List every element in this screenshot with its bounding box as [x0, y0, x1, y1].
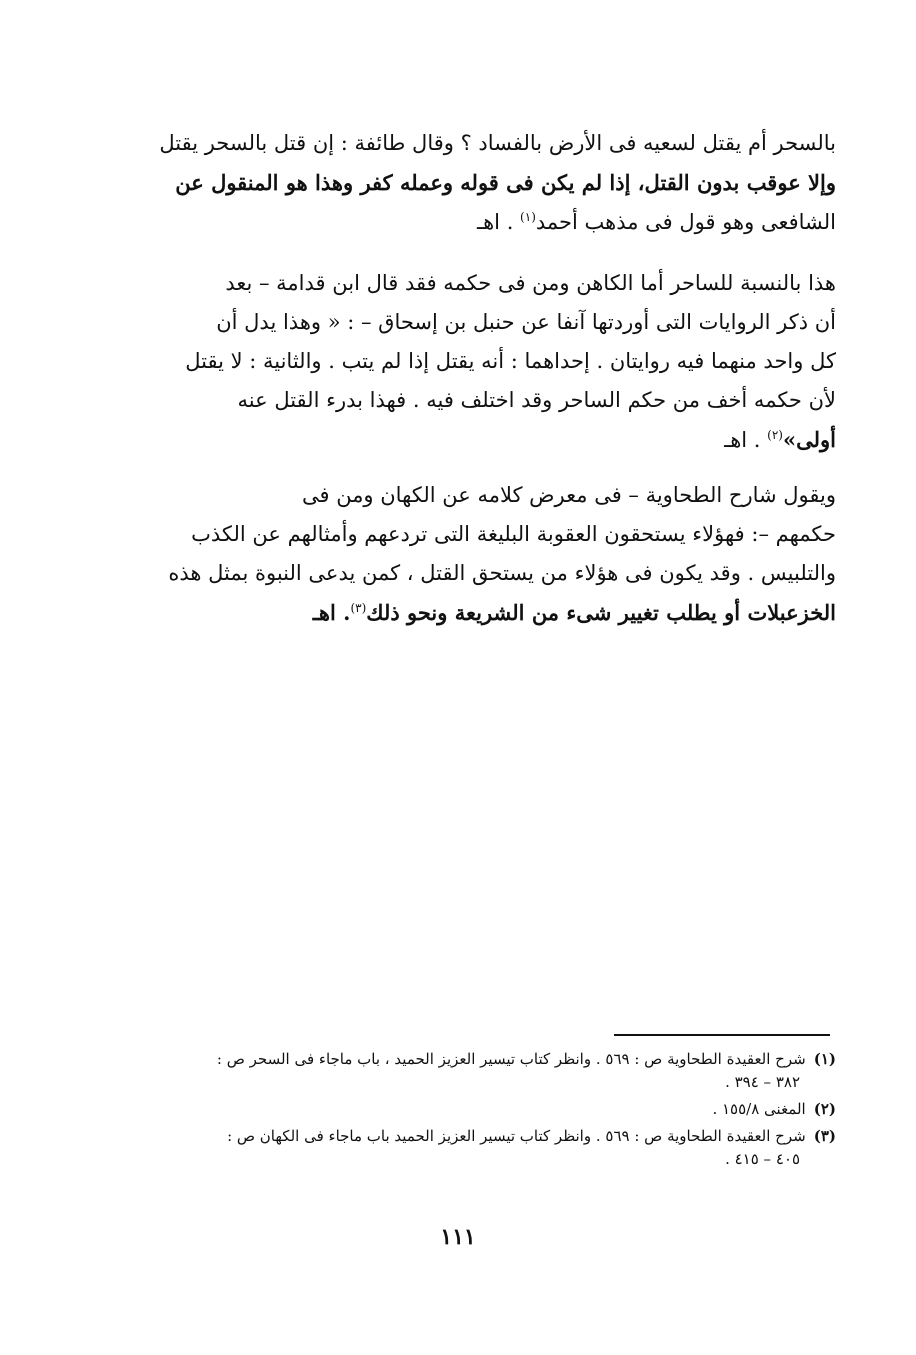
paragraph-sorcerer-ruling	[132, 124, 836, 242]
text-line: أن ذكر الروايات التى أوردتها آنفا عن حنبل بن إسحاق – : « وهذا يدل أن	[216, 310, 836, 334]
footnote-number: (٢)	[813, 1100, 836, 1118]
footnote	[132, 1098, 836, 1121]
text-line: حكمهم –: فهؤلاء يستحقون العقوبة البليغة التى تردعهم وأمثالهم عن الكذب	[191, 522, 836, 546]
paragraph-end: . اهـ	[724, 428, 768, 452]
footnote-text: شرح العقيدة الطحاوية ص : ٥٦٩ . وانظر كتاب تيسير العزيز الحميد باب ماجاء فى الكهان ص :	[227, 1127, 806, 1145]
text-line: هذا بالنسبة للساحر أما الكاهن ومن فى حكمه فقد قال ابن قدامة – بعد	[225, 271, 836, 295]
paragraph-end: . اهـ	[312, 600, 351, 625]
text-line: الشافعى وهو قول فى مذهب أحمد	[535, 210, 836, 234]
footnote-text: المغنى ١٥٥/٨ .	[712, 1100, 806, 1118]
text-line: الخزعبلات أو يطلب تغيير شىء من الشريعة ونحو ذلك	[366, 600, 836, 625]
text-line: ويقول شارح الطحاوية – فى معرض كلامه عن الكهان ومن فى	[301, 483, 836, 507]
footnote-separator	[614, 1034, 830, 1036]
page-number: ١١١	[440, 1224, 476, 1250]
footnote-continuation: ٤٠٥ – ٤١٥ .	[725, 1150, 800, 1168]
text-line: لأن حكمه أخف من حكم الساحر وقد اختلف فيه . فهذا بدرء القتل عنه	[237, 388, 836, 412]
text-line: كل واحد منهما فيه روايتان . إحداهما : أنه يقتل إذا لم يتب . والثانية : لا يقتل	[185, 349, 836, 373]
text-line: بالسحر أم يقتل لسعيه فى الأرض بالفساد ؟ وقال طائفة : إن قتل بالسحر يقتل	[159, 131, 836, 155]
footnote-number: (١)	[813, 1050, 836, 1068]
paragraph-soothsayer-ruling	[132, 264, 836, 460]
footnote-ref: (٢)	[767, 428, 783, 442]
text-line: أولى»	[782, 427, 836, 452]
text-line: والتلبيس . وقد يكون فى هؤلاء من يستحق القتل ، كمن يدعى النبوة بمثل هذه	[168, 561, 836, 585]
footnotes	[132, 1048, 836, 1175]
footnote-text: شرح العقيدة الطحاوية ص : ٥٦٩ . وانظر كتاب تيسير العزيز الحميد ، باب ماجاء فى السحر ص :	[216, 1050, 806, 1068]
footnote-continuation: ٣٨٢ – ٣٩٤ .	[725, 1073, 800, 1091]
footnote-ref: (١)	[520, 210, 536, 224]
footnote	[132, 1125, 836, 1171]
text-line: وإلا عوقب بدون القتل، إذا لم يكن فى قوله وعمله كفر وهذا هو المنقول عن	[175, 170, 836, 195]
paragraph-tahawiyya-commentary	[132, 476, 836, 633]
footnote-number: (٣)	[813, 1127, 836, 1145]
footnote	[132, 1048, 836, 1094]
footnote-ref: (٣)	[350, 601, 367, 615]
paragraph-end: . اهـ	[476, 210, 521, 234]
